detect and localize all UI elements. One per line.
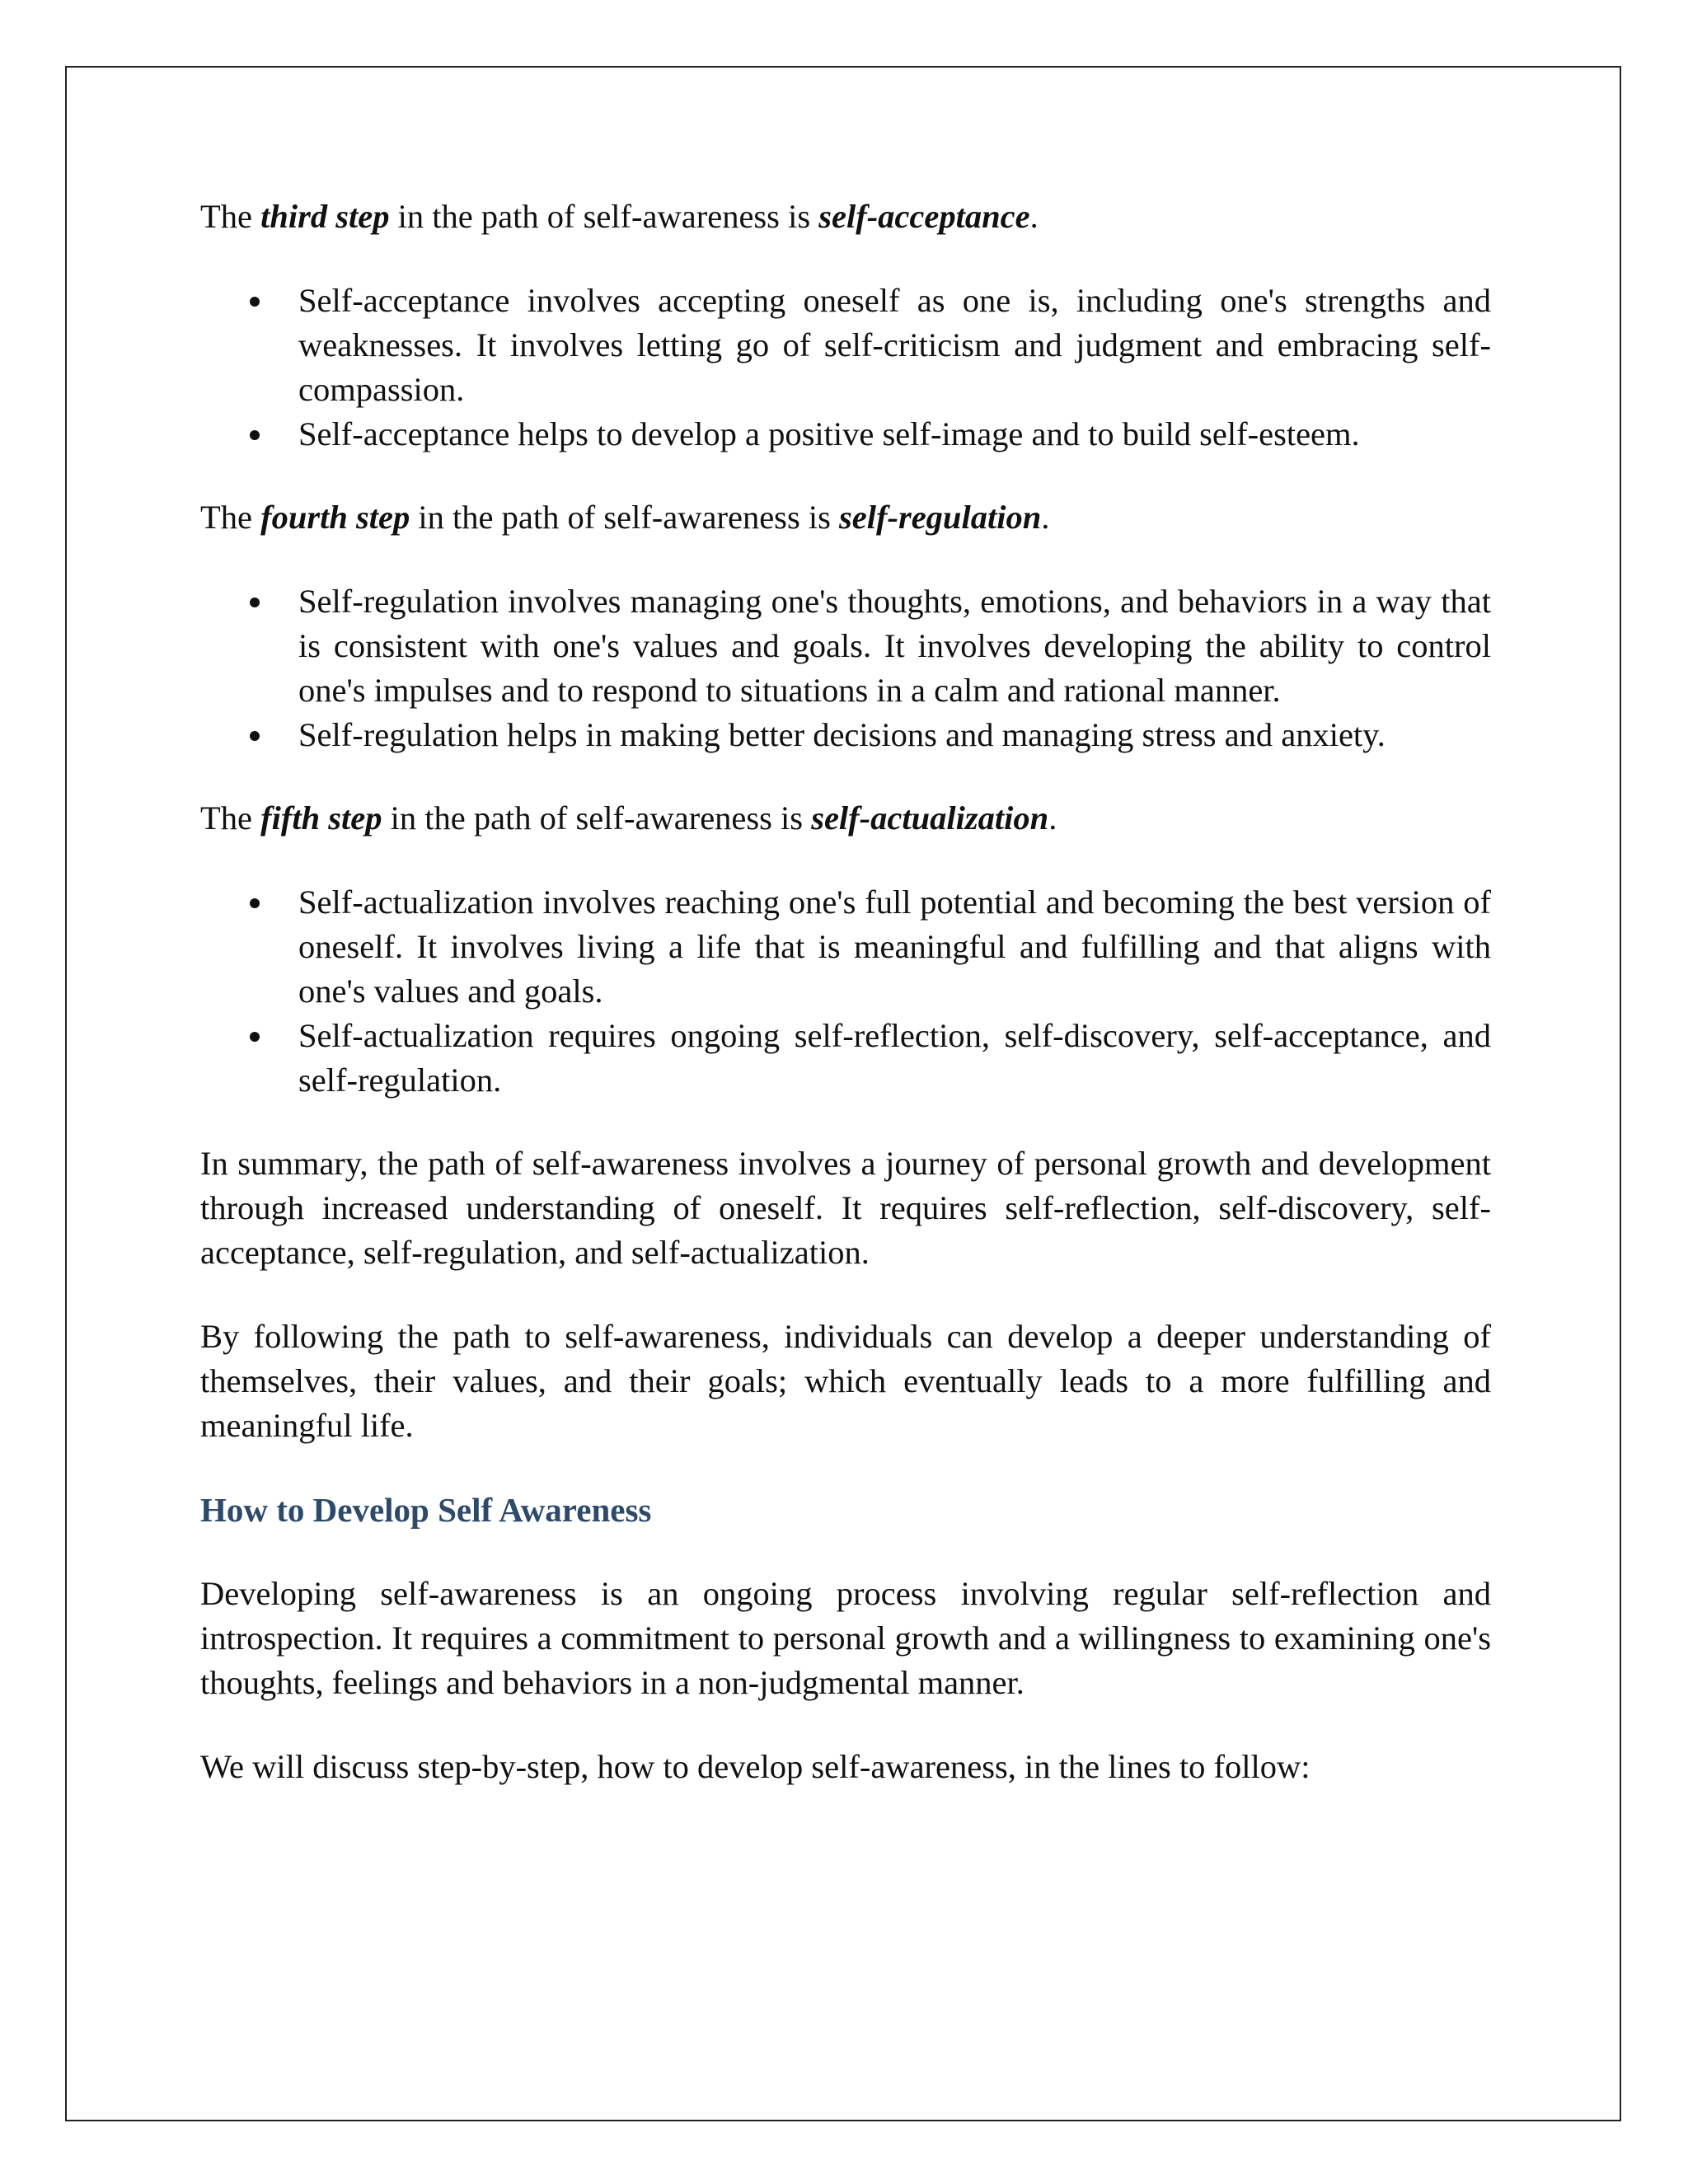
bullet-text: Self-acceptance involves accepting oneself as one is, including one's strengths and weaknesses. It involves letting go of self-criticism and judgment and embracing self-compassion. xyxy=(298,282,1491,408)
step-label: fifth step xyxy=(260,799,382,837)
summary-paragraph: In summary, the path of self-awareness involves a journey of personal growth and development through increased understanding of oneself. It requires self-reflection, self-discovery, self-acceptance, self-regulation, and self-actualization. xyxy=(200,1145,1491,1271)
bullet-icon xyxy=(250,430,260,440)
bullet-item xyxy=(200,579,1491,713)
bullet-item xyxy=(200,412,1491,457)
develop-paragraph: Developing self-awareness is an ongoing process involving regular self-reflection and introspection. It requires a commitment to personal growth and a willingness to examining one's thoughts, feelings and behaviors in a non-judgmental manner. xyxy=(200,1575,1491,1701)
bullet-text: Self-regulation helps in making better decisions and managing stress and anxiety. xyxy=(298,716,1386,753)
step-term: self-actualization xyxy=(811,799,1049,837)
bullet-text: Self-actualization requires ongoing self-reflection, self-discovery, self-acceptance, and self-regulation. xyxy=(298,1017,1491,1099)
document-body xyxy=(200,194,1491,1789)
fifth-step-intro xyxy=(200,796,1491,841)
intro-suffix: . xyxy=(1048,799,1057,837)
fourth-step-bullets xyxy=(200,579,1491,757)
fifth-step-bullets xyxy=(200,880,1491,1103)
intro-suffix: . xyxy=(1041,499,1050,536)
intro-middle: in the path of self-awareness is xyxy=(382,799,812,837)
intro-prefix: The xyxy=(200,499,261,536)
intro-middle: in the path of self-awareness is xyxy=(389,198,819,235)
bullet-item xyxy=(200,880,1491,1014)
third-step-intro xyxy=(200,194,1491,239)
step-label: third step xyxy=(260,198,390,235)
bullet-icon xyxy=(250,731,260,741)
bullet-text: Self-acceptance helps to develop a positive self-image and to build self-esteem. xyxy=(298,415,1360,452)
bullet-item xyxy=(200,713,1491,757)
bullet-item xyxy=(200,279,1491,412)
bullet-icon xyxy=(250,297,260,307)
bullet-text: Self-actualization involves reaching one's full potential and becoming the best version of oneself. It involves living a life that is meaningful and fulfilling and that aligns with one's values and goals. xyxy=(298,883,1491,1010)
closing-line: We will discuss step-by-step, how to develop self-awareness, in the lines to follow: xyxy=(200,1748,1311,1785)
bullet-item xyxy=(200,1014,1491,1103)
step-term: self-acceptance xyxy=(818,198,1030,235)
intro-middle: in the path of self-awareness is xyxy=(410,499,839,536)
bullet-icon xyxy=(250,898,260,908)
section-heading: How to Develop Self Awareness xyxy=(200,1491,652,1529)
step-label: fourth step xyxy=(260,499,410,536)
bullet-icon xyxy=(250,598,260,607)
conclusion-paragraph: By following the path to self-awareness, individuals can develop a deeper understanding of themselves, their values, and their goals; which eventually leads to a more fulfilling and meaningful life. xyxy=(200,1318,1491,1444)
intro-prefix: The xyxy=(200,799,261,837)
intro-suffix: . xyxy=(1029,198,1039,235)
fourth-step-intro xyxy=(200,495,1491,540)
bullet-icon xyxy=(250,1032,260,1042)
step-term: self-regulation xyxy=(838,499,1042,536)
third-step-bullets xyxy=(200,279,1491,457)
intro-prefix: The xyxy=(200,198,261,235)
bullet-text: Self-regulation involves managing one's thoughts, emotions, and behaviors in a way that is consistent with one's values and goals. It involves developing the ability to control one's impulses and to respond to situations in a calm and rational manner. xyxy=(298,583,1491,709)
